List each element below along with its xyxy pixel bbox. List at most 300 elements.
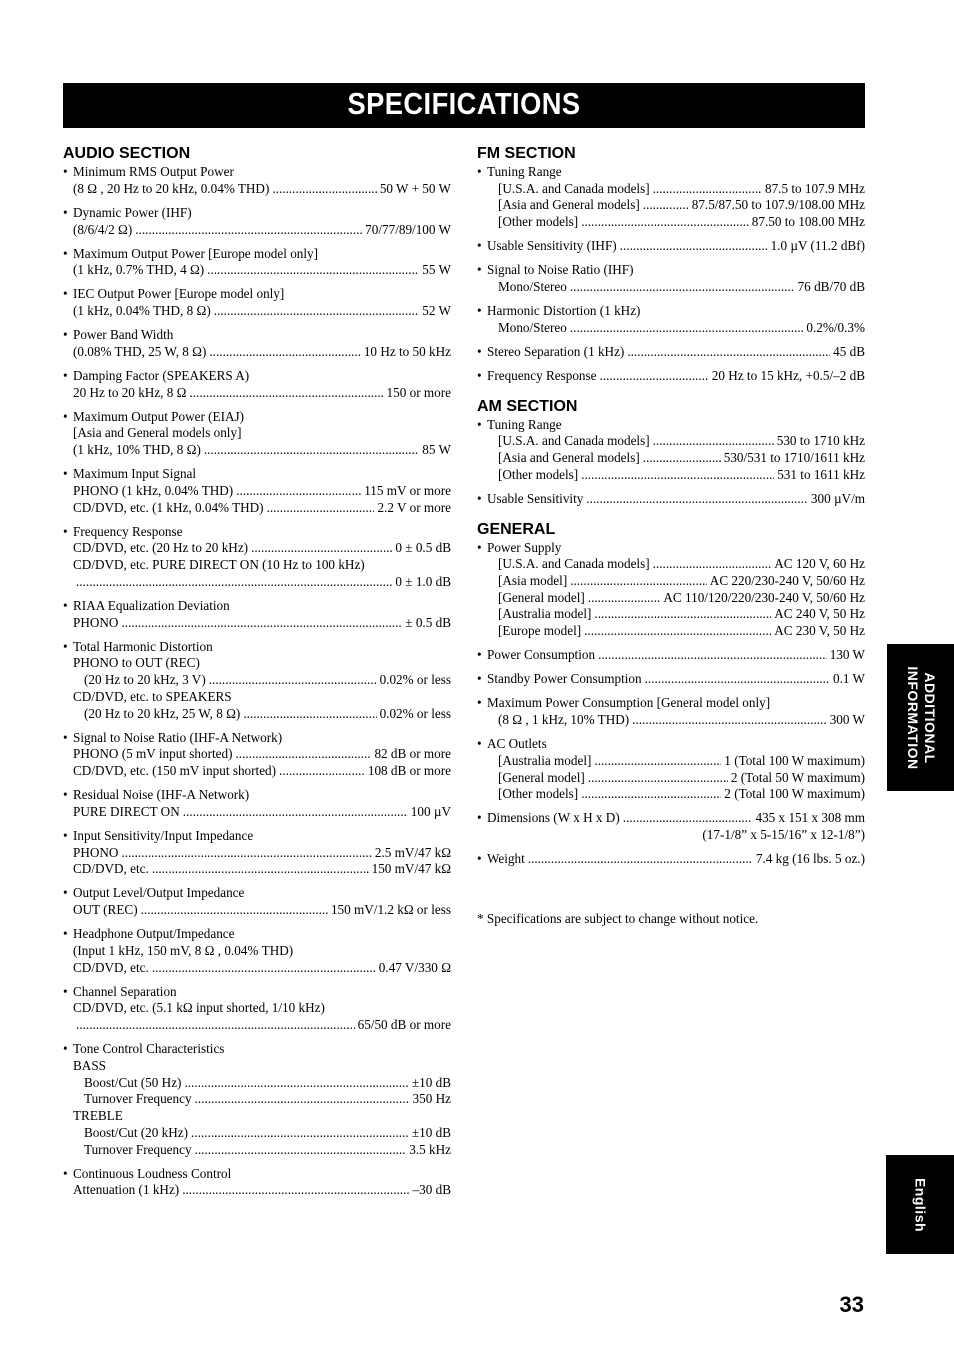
bullet: • xyxy=(63,827,68,843)
spec-line xyxy=(63,500,451,517)
spec-line xyxy=(477,573,865,590)
spec-line-label: PHONO xyxy=(73,844,119,860)
section-heading: AM SECTION xyxy=(477,397,578,415)
dot-leader xyxy=(76,574,392,591)
spec-line xyxy=(63,262,451,279)
spec-line xyxy=(477,181,865,198)
dot-leader xyxy=(121,845,371,862)
dot-leader xyxy=(191,1125,409,1142)
spec-item xyxy=(63,1166,451,1199)
bullet: • xyxy=(477,647,482,663)
spec-line-value: 150 or more xyxy=(386,384,451,400)
spec-title: Dynamic Power (IHF) xyxy=(73,204,192,220)
bullet: • xyxy=(63,466,68,482)
spec-line-label: CD/DVD, etc. (5.1 kΩ input shorted, 1/10 kHz) xyxy=(73,1000,325,1016)
spec-item xyxy=(477,736,865,803)
bullet: • xyxy=(63,367,68,383)
spec-line-label: CD/DVD, etc. to SPEAKERS xyxy=(73,688,232,704)
bullet: • xyxy=(477,851,482,867)
spec-value: 7.4 kg (16 lbs. 5 oz.) xyxy=(755,851,865,867)
spec-line-label: (1 kHz, 0.04% THD, 8 Ω) xyxy=(73,303,211,319)
bullet: • xyxy=(477,238,482,254)
dot-leader xyxy=(243,706,376,723)
spec-line xyxy=(63,222,451,239)
dot-leader xyxy=(594,606,771,623)
bullet: • xyxy=(477,736,482,752)
spec-item xyxy=(477,671,865,688)
spec-line-value: 87.50 to 108.00 MHz xyxy=(751,214,865,230)
spec-line-value: 10 Hz to 50 kHz xyxy=(363,343,451,359)
spec-item xyxy=(477,344,865,361)
spec-value: 0.1 W xyxy=(833,671,865,687)
spec-line-value: 55 W xyxy=(422,262,451,278)
spec-line xyxy=(477,623,865,640)
dot-leader xyxy=(207,262,419,279)
dot-leader xyxy=(184,1075,408,1092)
bullet: • xyxy=(63,926,68,942)
spec-line xyxy=(477,606,865,623)
spec-item-title-row xyxy=(63,524,451,541)
spec-title: Residual Noise (IHF-A Network) xyxy=(73,787,250,803)
spec-line xyxy=(63,1142,451,1159)
spec-title: Dimensions (W x H x D) xyxy=(487,810,620,826)
spec-line xyxy=(477,467,865,484)
page-title: SPECIFICATIONS xyxy=(347,86,581,121)
dot-leader xyxy=(135,222,362,239)
spec-title: IEC Output Power [Europe model only] xyxy=(73,286,285,302)
spec-item-title-row xyxy=(63,286,451,303)
spec-line-value: 530 to 1710 kHz xyxy=(776,433,865,449)
spec-item-title-row xyxy=(63,1166,451,1183)
spec-line-label: (Input 1 kHz, 150 mV, 8 Ω , 0.04% THD) xyxy=(73,942,294,958)
spec-line xyxy=(63,425,451,442)
bullet: • xyxy=(477,416,482,432)
spec-line-value: 87.5/87.50 to 107.9/108.00 MHz xyxy=(691,197,865,213)
spec-title: AC Outlets xyxy=(487,736,547,752)
spec-item xyxy=(477,262,865,295)
spec-title: RIAA Equalization Deviation xyxy=(73,597,230,613)
spec-item-title-row xyxy=(63,327,451,344)
dot-leader xyxy=(251,540,392,557)
spec-line xyxy=(63,385,451,402)
spec-title: Channel Separation xyxy=(73,983,177,999)
spec-line-label: OUT (REC) xyxy=(73,902,138,918)
spec-item xyxy=(63,164,451,197)
spec-item xyxy=(477,810,865,843)
spec-line xyxy=(63,672,451,689)
spec-line-value: 150 mV/47 kΩ xyxy=(371,861,451,877)
dot-leader xyxy=(594,753,721,770)
spec-item-title-row xyxy=(63,885,451,902)
spec-line xyxy=(477,197,865,214)
spec-line-label: [General model] xyxy=(498,589,585,605)
spec-line-value: 0.2%/0.3% xyxy=(806,319,865,335)
spec-line-label: (20 Hz to 20 kHz, 25 W, 8 Ω) xyxy=(84,705,241,721)
spec-line xyxy=(63,746,451,763)
tab-additional-information[interactable] xyxy=(887,644,954,791)
dot-leader xyxy=(653,556,772,573)
spec-line-label: TREBLE xyxy=(73,1108,123,1124)
dot-leader xyxy=(600,368,709,385)
spec-item xyxy=(477,238,865,255)
spec-item-title-row xyxy=(63,984,451,1001)
bullet: • xyxy=(477,164,482,179)
spec-line-value: 85 W xyxy=(422,442,451,458)
spec-item xyxy=(63,598,451,631)
spec-title: Signal to Noise Ratio (IHF-A Network) xyxy=(73,729,283,745)
spec-line xyxy=(477,786,865,803)
bullet: • xyxy=(63,983,68,999)
spec-line xyxy=(477,433,865,450)
spec-line-value: 87.5 to 107.9 MHz xyxy=(764,180,865,196)
dot-leader xyxy=(598,647,827,664)
spec-line xyxy=(63,344,451,361)
spec-line-label: (8 Ω , 1 kHz, 10% THD) xyxy=(498,712,630,728)
bullet: • xyxy=(63,523,68,539)
dot-leader xyxy=(279,763,365,780)
spec-item-title-row xyxy=(63,368,451,385)
bullet: • xyxy=(63,408,68,424)
spec-line xyxy=(63,902,451,919)
spec-value-continued: (17-1/8” x 5-15/16” x 12-1/8”) xyxy=(702,827,865,843)
dot-leader xyxy=(643,450,721,467)
dot-leader xyxy=(632,712,827,729)
spec-line-label: PURE DIRECT ON xyxy=(73,803,180,819)
spec-line xyxy=(63,1182,451,1199)
spec-line-label: [General model] xyxy=(498,769,585,785)
spec-line-value: AC 120 V, 60 Hz xyxy=(774,556,865,572)
spec-line-label: [Asia and General models] xyxy=(498,450,640,466)
spec-line xyxy=(63,483,451,500)
spec-title: Maximum Input Signal xyxy=(73,466,197,482)
spec-line-label: CD/DVD, etc. (1 kHz, 0.04% THD) xyxy=(73,499,264,515)
spec-item xyxy=(477,417,865,484)
spec-line-label: [U.S.A. and Canada models] xyxy=(498,180,650,196)
spec-line-value: AC 230 V, 50 Hz xyxy=(774,623,865,639)
dot-leader xyxy=(235,746,371,763)
spec-line-value: 2 (Total 100 W maximum) xyxy=(724,786,865,802)
spec-line xyxy=(477,279,865,296)
spec-line xyxy=(63,861,451,878)
spec-line-label: BASS xyxy=(73,1057,106,1073)
dot-leader xyxy=(588,590,661,607)
bullet: • xyxy=(63,164,68,179)
spec-title: Usable Sensitivity xyxy=(487,490,584,506)
spec-line-label: (1 kHz, 10% THD, 8 Ω) xyxy=(73,442,201,458)
spec-line-value: 115 mV or more xyxy=(364,482,451,498)
spec-title: Maximum Output Power (EIAJ) xyxy=(73,408,245,424)
spec-line-label: [Australia model] xyxy=(498,752,592,768)
spec-line xyxy=(63,655,451,672)
dot-leader xyxy=(209,344,360,361)
spec-line-label: CD/DVD, etc. xyxy=(73,959,149,975)
spec-line xyxy=(63,1125,451,1142)
spec-line-value: 0 ± 0.5 dB xyxy=(395,540,451,556)
spec-line-label: [Asia and General models] xyxy=(498,197,640,213)
spec-item-title-row xyxy=(63,205,451,222)
spec-item-title-row xyxy=(477,417,865,434)
spec-item-title-row xyxy=(477,303,865,320)
spec-line-value: 3.5 kHz xyxy=(409,1141,451,1157)
spec-line-label: (8 Ω , 20 Hz to 20 kHz, 0.04% THD) xyxy=(73,180,270,196)
spec-title: Maximum Power Consumption [General model only] xyxy=(487,695,771,711)
spec-item xyxy=(63,286,451,319)
bullet: • xyxy=(477,695,482,711)
spec-line xyxy=(63,1075,451,1092)
spec-title: Total Harmonic Distortion xyxy=(73,638,213,654)
spec-line-label: PHONO to OUT (REC) xyxy=(73,655,200,671)
spec-title: Continuous Loudness Control xyxy=(73,1165,232,1181)
spec-line-label: (20 Hz to 20 kHz, 3 V) xyxy=(84,672,206,688)
spec-line xyxy=(477,712,865,729)
spec-item-title-row xyxy=(63,926,451,943)
dot-leader xyxy=(653,433,774,450)
dot-leader xyxy=(584,623,771,640)
section-heading: AUDIO SECTION xyxy=(63,145,191,162)
spec-item-title-row xyxy=(477,368,865,385)
spec-item-title-row xyxy=(63,409,451,426)
spec-item xyxy=(477,647,865,664)
spec-line-label: PHONO xyxy=(73,614,119,630)
dot-leader xyxy=(76,1017,355,1034)
spec-item-title-row xyxy=(63,164,451,181)
dot-leader xyxy=(183,804,408,821)
spec-line-label: [U.S.A. and Canada models] xyxy=(498,556,650,572)
spec-title: Frequency Response xyxy=(487,367,597,383)
spec-line xyxy=(63,1091,451,1108)
footnote: * Specifications are subject to change without notice. xyxy=(477,911,759,926)
spec-item-title-row xyxy=(477,671,865,688)
spec-item xyxy=(477,695,865,728)
spec-line-label: [Asia model] xyxy=(498,573,568,588)
spec-line-label: CD/DVD, etc. (20 Hz to 20 kHz) xyxy=(73,540,249,556)
spec-line-label: Mono/Stereo xyxy=(498,279,567,294)
spec-line-value: ±10 dB xyxy=(411,1074,451,1090)
spec-line-value: ± 0.5 dB xyxy=(405,614,451,630)
tab-additional-label: ADDITIONAL INFORMATION xyxy=(904,665,938,770)
spec-item-title-row xyxy=(63,639,451,656)
spec-line-label: [Other models] xyxy=(498,786,579,802)
dot-leader xyxy=(627,344,830,361)
spec-line-label: (8/6/4/2 Ω) xyxy=(73,221,133,237)
spec-item xyxy=(477,540,865,640)
dot-leader xyxy=(189,385,383,402)
dot-leader xyxy=(570,279,795,296)
spec-item xyxy=(477,851,865,868)
spec-title: Input Sensitivity/Input Impedance xyxy=(73,827,254,843)
spec-line xyxy=(477,214,865,231)
dot-leader xyxy=(195,1142,407,1159)
dot-leader xyxy=(581,467,774,484)
spec-value: 300 µV/m xyxy=(810,490,865,506)
spec-line-value: 108 dB or more xyxy=(367,763,451,779)
spec-line-value: 65/50 dB or more xyxy=(357,1017,451,1033)
bullet: • xyxy=(63,327,68,343)
spec-item xyxy=(63,926,451,976)
tab-english[interactable] xyxy=(886,1155,954,1254)
bullet: • xyxy=(477,810,482,826)
tab-english-label: English xyxy=(912,1177,929,1232)
spec-line-value: 2.5 mV/47 kΩ xyxy=(374,844,451,860)
spec-line xyxy=(63,706,451,723)
spec-line-label: [Other models] xyxy=(498,466,579,482)
spec-item xyxy=(63,730,451,780)
spec-line-label: Boost/Cut (20 kHz) xyxy=(84,1124,189,1140)
spec-line xyxy=(63,540,451,557)
spec-line-value: 82 dB or more xyxy=(374,746,451,762)
spec-title: Power Consumption xyxy=(487,647,596,663)
spec-value: 435 x 151 x 308 mm xyxy=(755,810,865,826)
dot-leader xyxy=(182,1182,409,1199)
spec-title: Headphone Output/Impedance xyxy=(73,926,235,942)
spec-line-value: 0 ± 1.0 dB xyxy=(395,573,451,589)
dot-leader xyxy=(623,810,753,827)
spec-item xyxy=(63,246,451,279)
bullet: • xyxy=(477,490,482,506)
spec-title: Tuning Range xyxy=(487,164,562,179)
bullet: • xyxy=(477,303,482,319)
spec-line-value: 300 W xyxy=(829,712,865,728)
spec-line-value: 2.2 V or more xyxy=(377,499,451,515)
spec-value: 45 dB xyxy=(833,343,865,359)
spec-line-label: Turnover Frequency xyxy=(84,1091,192,1107)
spec-item xyxy=(477,164,865,231)
page-number: 33 xyxy=(839,1292,864,1317)
spec-item xyxy=(63,205,451,238)
spec-line xyxy=(477,590,865,607)
spec-item xyxy=(63,368,451,401)
bullet: • xyxy=(63,638,68,654)
spec-title: Harmonic Distortion (1 kHz) xyxy=(487,303,641,319)
spec-line-value: 0.47 V/330 Ω xyxy=(378,959,451,975)
spec-item-title-row xyxy=(63,828,451,845)
spec-title: Tuning Range xyxy=(487,416,562,432)
spec-item-title-row xyxy=(63,787,451,804)
spec-line xyxy=(63,943,451,960)
dot-leader xyxy=(267,500,375,517)
spec-value: 130 W xyxy=(829,647,865,663)
dot-leader xyxy=(214,303,420,320)
spec-section xyxy=(63,144,451,1199)
bullet: • xyxy=(63,1041,68,1057)
bullet: • xyxy=(63,204,68,220)
spec-section xyxy=(477,397,865,508)
spec-line xyxy=(477,450,865,467)
spec-item-title-row xyxy=(477,540,865,557)
spec-item-title-row xyxy=(63,730,451,747)
spec-item-title-row xyxy=(477,164,865,181)
spec-line-label: [Asia and General models only] xyxy=(73,425,242,441)
spec-line-value: 350 Hz xyxy=(412,1091,451,1107)
spec-line-value: AC 240 V, 50 Hz xyxy=(774,606,865,622)
spec-line-value: 0.02% or less xyxy=(379,672,451,688)
spec-item xyxy=(63,787,451,820)
spec-title: Damping Factor (SPEAKERS A) xyxy=(73,367,250,383)
dot-leader xyxy=(620,238,768,255)
spec-item-title-row xyxy=(63,246,451,263)
spec-line-value: 150 mV/1.2 kΩ or less xyxy=(330,902,451,918)
spec-line xyxy=(63,804,451,821)
spec-line xyxy=(63,557,451,574)
dot-leader xyxy=(643,197,689,214)
spec-line-value: 531 to 1611 kHz xyxy=(777,466,865,482)
spec-value: 1.0 µV (11.2 dBf) xyxy=(770,238,865,254)
spec-line xyxy=(63,442,451,459)
bullet: • xyxy=(477,539,482,555)
spec-section xyxy=(477,144,865,385)
spec-line xyxy=(63,181,451,198)
spec-line xyxy=(63,845,451,862)
spec-item xyxy=(477,491,865,508)
spec-item xyxy=(63,1041,451,1158)
dot-leader xyxy=(581,786,721,803)
spec-item-title-row xyxy=(477,262,865,279)
spec-line-value: ±10 dB xyxy=(411,1124,451,1140)
spec-line xyxy=(477,320,865,337)
spec-line-label: (1 kHz, 0.7% THD, 4 Ω) xyxy=(73,262,205,278)
spec-line xyxy=(477,556,865,573)
dot-leader xyxy=(528,851,753,868)
spec-line-value: 76 dB/70 dB xyxy=(797,279,865,294)
spec-line xyxy=(63,1017,451,1034)
spec-line xyxy=(63,1108,451,1125)
spec-item xyxy=(63,984,451,1034)
spec-item-title-row xyxy=(477,810,865,827)
dot-leader xyxy=(152,861,369,878)
spec-item xyxy=(63,409,451,459)
bullet: • xyxy=(477,262,482,278)
dot-leader xyxy=(586,491,808,508)
spec-line-label: Attenuation (1 kHz) xyxy=(73,1182,180,1198)
dot-leader xyxy=(570,320,804,337)
bullet: • xyxy=(63,885,68,901)
spec-section xyxy=(477,520,865,868)
spec-line-value: –30 dB xyxy=(412,1182,451,1198)
dot-leader xyxy=(236,483,361,500)
spec-line xyxy=(63,763,451,780)
spec-item-title-row xyxy=(477,647,865,664)
spec-item xyxy=(63,327,451,360)
spec-item xyxy=(63,466,451,516)
bullet: • xyxy=(63,245,68,261)
spec-line-label: [U.S.A. and Canada models] xyxy=(498,433,650,449)
bullet: • xyxy=(63,787,68,803)
spec-item xyxy=(477,368,865,385)
spec-title: Power Band Width xyxy=(73,327,174,343)
spec-item-title-row xyxy=(477,736,865,753)
spec-item-title-row xyxy=(63,1041,451,1058)
spec-line-label: CD/DVD, etc. xyxy=(73,861,149,877)
spec-line-label: [Australia model] xyxy=(498,606,592,622)
spec-title: Standby Power Consumption xyxy=(487,671,642,687)
spec-line-value: 52 W xyxy=(422,303,451,319)
spec-title: Minimum RMS Output Power xyxy=(73,164,234,179)
spec-item-title-row xyxy=(477,851,865,868)
section-heading: FM SECTION xyxy=(477,145,576,162)
bullet: • xyxy=(63,597,68,613)
spec-line xyxy=(63,689,451,706)
spec-item-title-row xyxy=(63,466,451,483)
spec-line-value: 70/77/89/100 W xyxy=(365,221,451,237)
spec-line-label: CD/DVD, etc. (150 mV input shorted) xyxy=(73,763,277,779)
bullet: • xyxy=(63,286,68,302)
bullet: • xyxy=(63,1165,68,1181)
spec-line xyxy=(63,574,451,591)
spec-line-label: (0.08% THD, 25 W, 8 Ω) xyxy=(73,343,207,359)
spec-line-label: Mono/Stereo xyxy=(498,319,567,335)
spec-title: Weight xyxy=(487,851,525,867)
spec-value: 20 Hz to 15 kHz, +0.5/–2 dB xyxy=(711,367,865,383)
